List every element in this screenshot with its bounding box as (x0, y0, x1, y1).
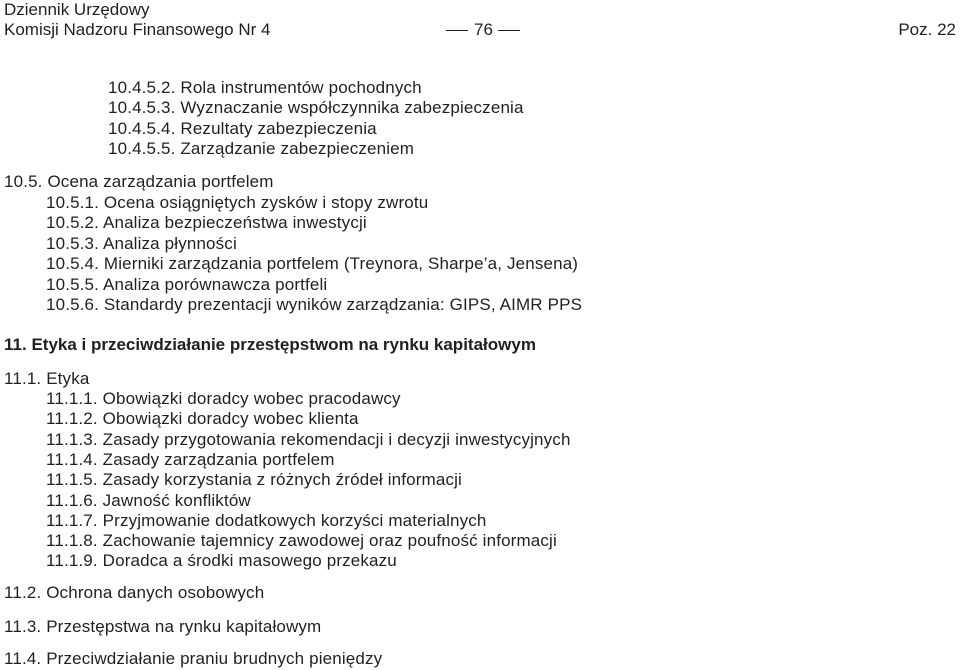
toc-entry-number: 10.4.5.3. (108, 98, 176, 117)
toc-entry-title: Zasady korzystania z różnych źródeł informacji (102, 470, 462, 489)
toc-entry (108, 78, 422, 98)
toc-entry-number: 10.5.3. (46, 234, 100, 253)
toc-entry-title: Zachowanie tajemnicy zawodowej oraz poufność informacji (102, 531, 557, 550)
toc-entry (46, 531, 557, 551)
toc-entry (46, 295, 582, 315)
toc-entry-number: 10.5.1. (46, 193, 100, 212)
toc-entry-title: Standardy prezentacji wyników zarządzania: GIPS, AIMR PPS (103, 295, 583, 314)
position-number: Poz. 22 (898, 20, 956, 39)
toc-entry-number: 11.1.6. (46, 491, 98, 510)
toc-entry-number: 11.1.3. (46, 430, 98, 449)
toc-entry-title: Obowiązki doradcy wobec klienta (102, 409, 359, 428)
toc-entry-title: Mierniki zarządzania portfelem (Treynora, Sharpe’a, Jensena) (103, 254, 579, 273)
toc-entry (108, 98, 524, 118)
toc-entry-number: 11.1.9. (46, 551, 98, 570)
toc-entry (108, 119, 377, 139)
page-number: 76 (474, 20, 493, 39)
toc-entry-number: 10.4.5.5. (108, 139, 176, 158)
toc-entry-number: 10.4.5.4. (108, 119, 176, 138)
toc-entry-number: 10.5.2. (46, 213, 100, 232)
toc-entry-title: Rola instrumentów pochodnych (180, 78, 422, 97)
toc-entry-title: Ocena zarządzania portfelem (47, 172, 274, 191)
toc-entry-title: Etyka i przeciwdziałanie przestępstwom na rynku kapitałowym (31, 335, 536, 354)
toc-entry (4, 617, 321, 637)
toc-entry-title: Przyjmowanie dodatkowych korzyści materialnych (102, 511, 487, 530)
toc-entry-title: Analiza bezpieczeństwa inwestycji (102, 213, 367, 232)
toc-entry-title: Wyznaczanie współczynnika zabezpieczenia (180, 98, 524, 117)
toc-entry-number: 11.1.4. (46, 450, 98, 469)
toc-section-heading (4, 335, 536, 355)
toc-entry-title: Zasady przygotowania rekomendacji i decyzji inwestycyjnych (102, 430, 571, 449)
toc-entry-title: Analiza porównawcza portfeli (102, 275, 328, 294)
toc-entry (4, 369, 89, 389)
toc-entry-title: Doradca a środki masowego przekazu (102, 551, 397, 570)
toc-entry (4, 649, 382, 669)
journal-title-line2: Komisji Nadzoru Finansowego Nr 4 (4, 20, 271, 39)
journal-title-line1: Dziennik Urzędowy (4, 0, 150, 19)
toc-entry (46, 234, 237, 254)
toc-entry-title: Zarządzanie zabezpieczeniem (180, 139, 415, 158)
toc-entry (46, 213, 367, 233)
toc-entry-number: 11.4. (4, 649, 42, 668)
toc-entry-title: Etyka (46, 369, 90, 388)
toc-entry (46, 470, 462, 490)
toc-entry (46, 491, 251, 511)
toc-entry-number: 11.1.1. (46, 389, 98, 408)
toc-entry (46, 511, 487, 531)
toc-entry-number: 11.1.7. (46, 511, 98, 530)
toc-entry (46, 193, 428, 213)
toc-entry-number: 10.5.4. (46, 254, 100, 273)
toc-entry-number: 11.1.8. (46, 531, 98, 550)
toc-entry-title: Analiza płynności (102, 234, 237, 253)
toc-entry (46, 389, 401, 409)
toc-entry-number: 11.2. (4, 583, 42, 602)
toc-entry-number: 11. (4, 335, 27, 354)
toc-entry (46, 551, 397, 571)
toc-entry-title: Zasady zarządzania portfelem (102, 450, 335, 469)
toc-entry (46, 254, 578, 274)
toc-entry-number: 11.3. (4, 617, 42, 636)
toc-entry-number: 10.5.5. (46, 275, 100, 294)
toc-entry-number: 11.1.2. (46, 409, 98, 428)
toc-entry (46, 275, 327, 295)
toc-entry (108, 139, 414, 159)
toc-entry-number: 10.4.5.2. (108, 78, 176, 97)
toc-entry (46, 450, 335, 470)
toc-entry-number: 11.1. (4, 369, 42, 388)
toc-entry-title: Ochrona danych osobowych (46, 583, 265, 602)
toc-entry (4, 583, 264, 603)
toc-entry-number: 11.1.5. (46, 470, 98, 489)
toc-entry-title: Ocena osiągniętych zysków i stopy zwrotu (103, 193, 429, 212)
toc-entry-number: 10.5. (4, 172, 43, 191)
toc-entry-title: Obowiązki doradcy wobec pracodawcy (102, 389, 401, 408)
toc-entry-title: Jawność konfliktów (102, 491, 251, 510)
toc-entry (46, 430, 571, 450)
toc-entry (4, 172, 274, 192)
toc-entry (46, 409, 359, 429)
toc-entry-number: 10.5.6. (46, 295, 100, 314)
toc-entry-title: Przestępstwa na rynku kapitałowym (46, 617, 322, 636)
toc-entry-title: Rezultaty zabezpieczenia (180, 119, 377, 138)
toc-entry-title: Przeciwdziałanie praniu brudnych pieniędzy (46, 649, 383, 668)
